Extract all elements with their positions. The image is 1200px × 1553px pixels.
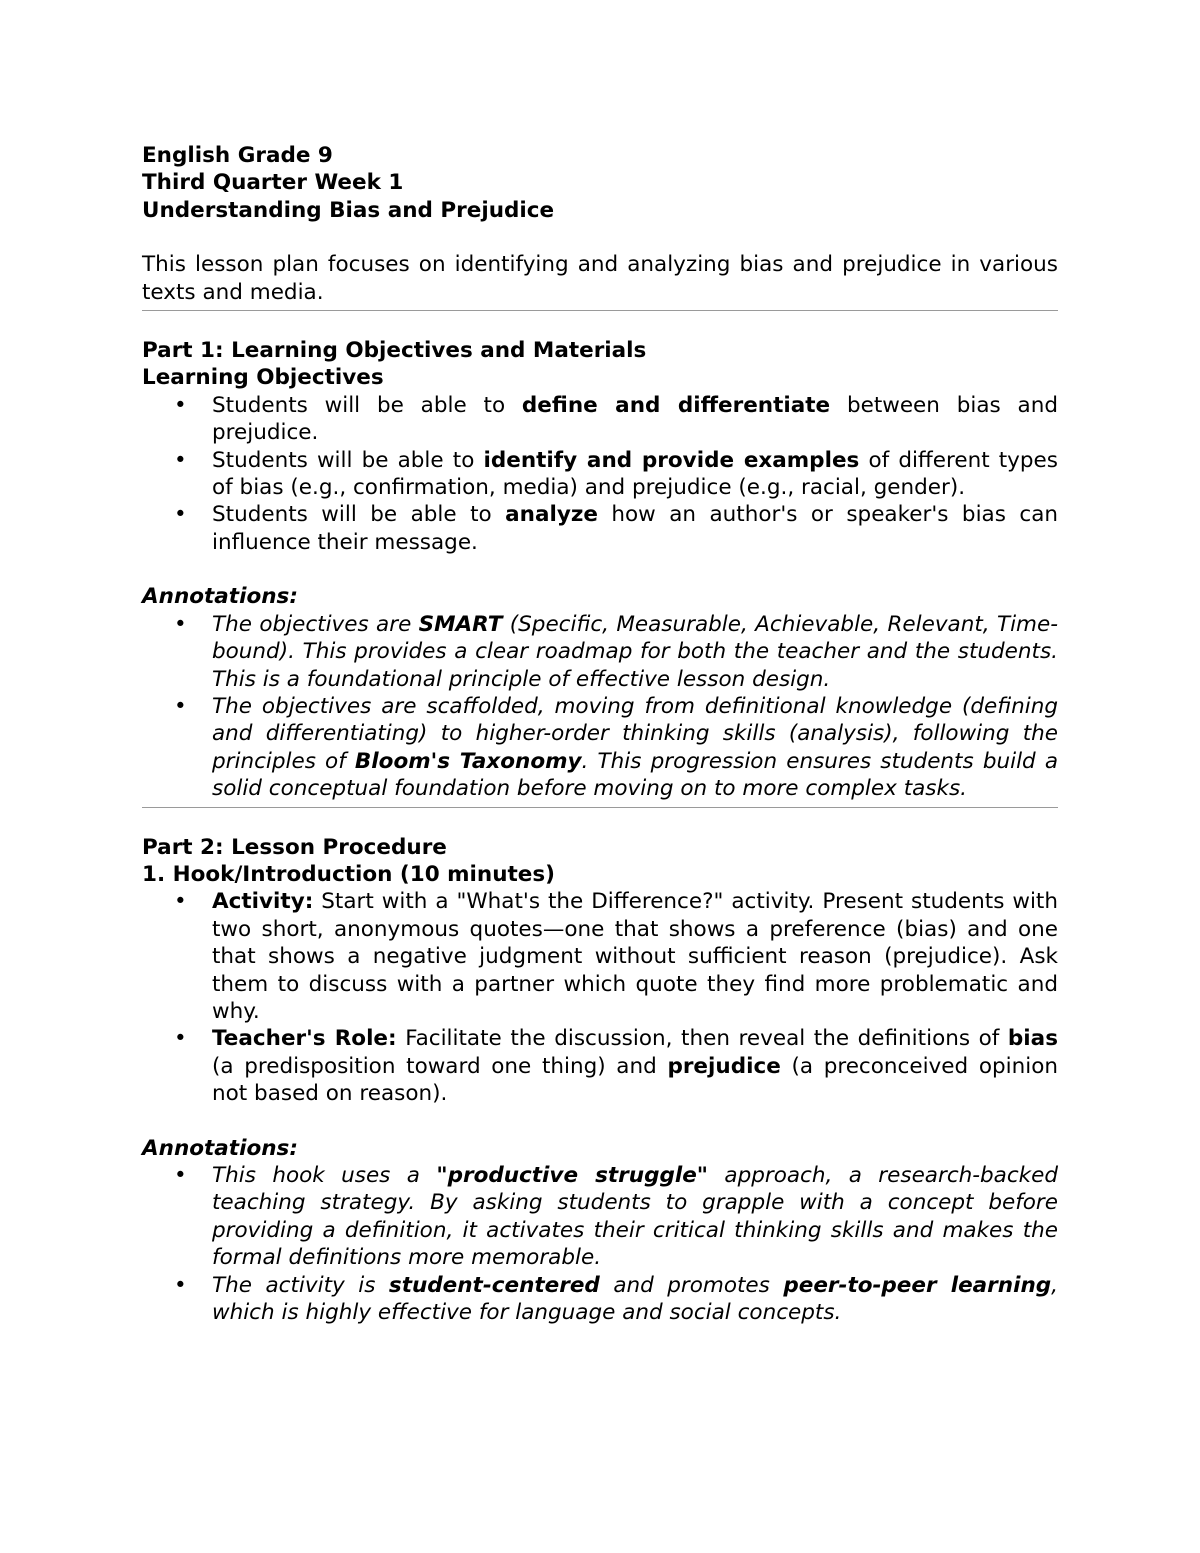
text-run: Facilitate the discussion, then reveal the definitions of bbox=[396, 1026, 1008, 1052]
bullet-icon: • bbox=[174, 392, 187, 418]
text-run: how an author's or speaker's bias can influence their message. bbox=[212, 502, 1058, 555]
bold-run: SMART bbox=[418, 611, 503, 637]
part1-subtitle: Learning Objectives bbox=[142, 365, 384, 391]
bold-run: prejudice bbox=[667, 1053, 781, 1079]
course-title: English Grade 9 bbox=[142, 143, 333, 168]
text-run: between bias and prejudice. bbox=[212, 392, 1058, 446]
procedure-list bbox=[142, 888, 1058, 1107]
bullet-icon: • bbox=[174, 1272, 187, 1298]
objectives-list bbox=[142, 392, 1058, 556]
document-content bbox=[142, 142, 1058, 1326]
bold-run: Teacher's Role: bbox=[212, 1026, 397, 1052]
text-run: Students will be able to bbox=[212, 392, 522, 418]
text-run: Start with a "What's the Difference?" activity. Present students with two short, anonymous quotes—one that shows a preference (bias) and one that shows a negative judgment without sufficient reason (prejudice). Ask them to discuss with a partner which quote they find more problematic and why. bbox=[212, 889, 1058, 1024]
bullet-icon: • bbox=[174, 889, 187, 915]
text-run: of different types of bias (e.g., confirmation, media) and prejudice (e.g., racial, gender). bbox=[212, 447, 1058, 501]
bullet-icon: • bbox=[174, 447, 187, 473]
bullet-icon: • bbox=[174, 611, 187, 637]
spacer bbox=[142, 311, 1058, 337]
bold-run: "productive struggle" bbox=[436, 1163, 708, 1188]
bullet-icon: • bbox=[174, 693, 187, 719]
text-run: (a preconceived opinion not based on reason). bbox=[212, 1053, 1058, 1107]
text-run: . This progression ensures students build a solid conceptual foundation before moving on to more complex tasks. bbox=[212, 748, 1058, 802]
text-run: Students will be able to bbox=[212, 502, 506, 528]
bold-run: Activity: bbox=[212, 889, 314, 915]
spacer bbox=[142, 1108, 1058, 1135]
bold-run: define and differentiate bbox=[521, 392, 831, 418]
part1-title: Part 1: Learning Objectives and Materials bbox=[142, 338, 647, 364]
text-run: approach, a research-backed teaching strategy. By asking students to grapple with a concept before providing a definition, it activates their critical thinking skills and makes the formal definitions more memorable. bbox=[212, 1163, 1058, 1271]
spacer bbox=[142, 556, 1058, 583]
lesson-title: Understanding Bias and Prejudice bbox=[142, 197, 555, 223]
text-run: Students will be able to bbox=[212, 447, 484, 473]
spacer bbox=[142, 808, 1058, 834]
list-item bbox=[142, 1025, 1058, 1107]
spacer bbox=[142, 224, 1058, 251]
text-run: and promotes bbox=[599, 1272, 784, 1298]
quarter-week: Third Quarter Week 1 bbox=[142, 170, 404, 196]
part2-title: Part 2: Lesson Procedure bbox=[142, 834, 447, 860]
bullet-icon: • bbox=[174, 1163, 187, 1188]
bold-run: Bloom's Taxonomy bbox=[354, 748, 582, 774]
bold-run: student-centered bbox=[388, 1272, 600, 1298]
bullet-icon: • bbox=[174, 1026, 187, 1052]
bullet-icon: • bbox=[174, 502, 187, 528]
text-run: (a predisposition toward one thing) and bbox=[212, 1053, 668, 1079]
intro-paragraph: This lesson plan focuses on identifying and analyzing bias and prejudice in various texts and media. bbox=[142, 252, 1058, 305]
text-run: The objectives are bbox=[212, 611, 419, 637]
bold-run: analyze bbox=[505, 502, 598, 528]
list-item bbox=[142, 447, 1058, 502]
text-run: (Specific, Measurable, Achievable, Relevant, Time-bound). This provides a clear roadmap for both the teacher and the students. This is a foundational principle of effective lesson design. bbox=[212, 611, 1058, 692]
list-item bbox=[142, 501, 1058, 556]
list-item bbox=[142, 392, 1058, 447]
annotations-heading: Annotations: bbox=[142, 1135, 298, 1161]
text-run: The objectives are scaffolded, moving from definitional knowledge (defining and differentiating) to higher-order thinking skills (analysis), following the principles of bbox=[212, 693, 1058, 774]
list-item bbox=[142, 888, 1058, 1025]
bold-run: identify and provide examples bbox=[483, 447, 860, 473]
text-run: , which is highly effective for language and social concepts. bbox=[212, 1272, 1058, 1326]
list-item bbox=[142, 611, 1058, 693]
annotations-heading: Annotations: bbox=[142, 584, 298, 610]
bold-run: peer-to-peer learning bbox=[783, 1272, 1052, 1298]
annotations-list bbox=[142, 611, 1058, 803]
annotations-list bbox=[142, 1162, 1058, 1326]
list-item bbox=[142, 1272, 1058, 1327]
list-item bbox=[142, 1162, 1058, 1272]
part2-subtitle: 1. Hook/Introduction (10 minutes) bbox=[142, 861, 556, 887]
bold-run: bias bbox=[1007, 1026, 1058, 1052]
list-item bbox=[142, 693, 1058, 803]
text-run: This hook uses a bbox=[212, 1163, 437, 1188]
text-run: The activity is bbox=[212, 1272, 389, 1298]
